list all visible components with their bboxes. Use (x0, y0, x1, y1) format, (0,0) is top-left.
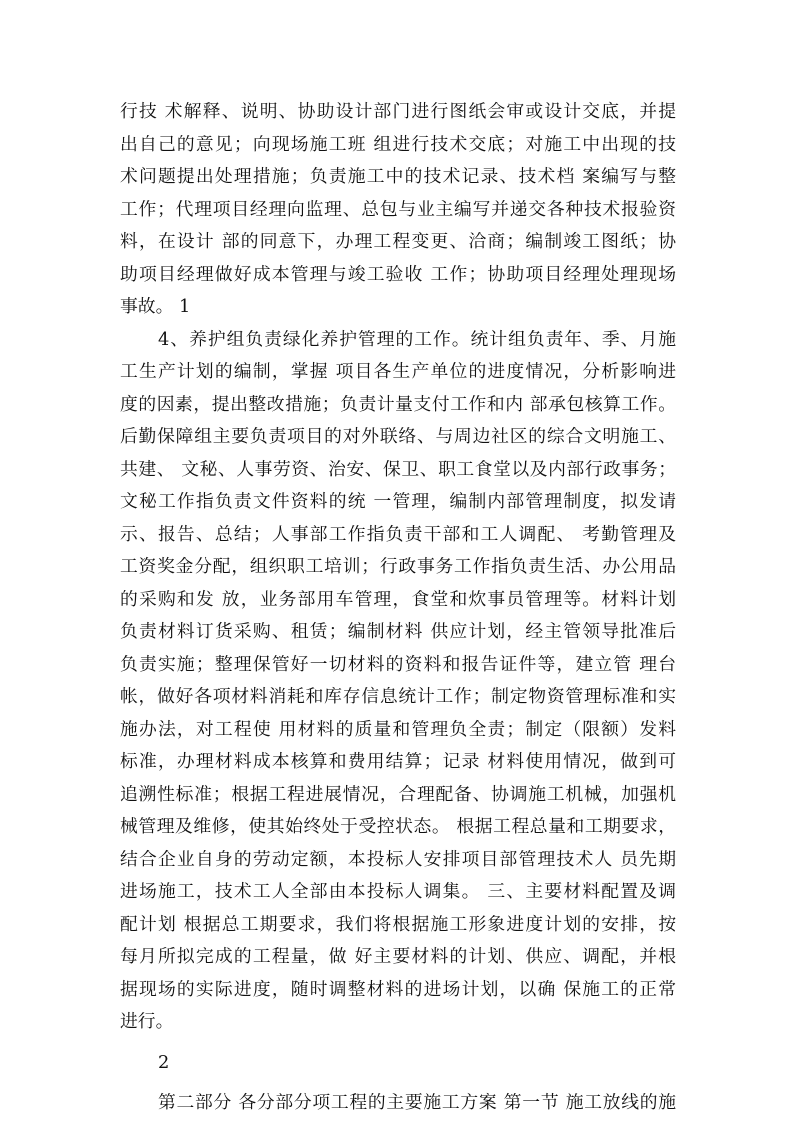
text-line: 施办法，对工程使 用材料的质量和管理负全责；制定（限额）发料 (120, 718, 676, 740)
section-heading-line: 第二部分 各分部分项工程的主要施工方案 第一节 施工放线的施 (158, 1092, 676, 1113)
text-line: 出自己的意见；向现场施工班 组进行技术交底；对施工中出现的技 (120, 133, 676, 155)
text-line: 后勤保障组主要负责项目的对外联络、与周边社区的综合文明施工、 (120, 426, 676, 447)
text-line: 负责材料订货采购、租赁；编制材料 供应计划，经主管领导批准后 (120, 621, 676, 642)
text-line: 据现场的实际进度，随时调整材料的进场计划，以确 保施工的正常 (120, 978, 676, 1000)
body-text (120, 96, 676, 1120)
text-line: 进场施工，技术工人全部由本投标人调集。 三、主要材料配置及调 (120, 881, 676, 902)
paragraph-start-line: 4、养护组负责绿化养护管理的工作。统计组负责年、季、月施 (158, 328, 676, 350)
text-line: 追溯性标准；根据工程进展情况，合理配备、协调施工机械，加强机 (120, 783, 676, 805)
text-line: 械管理及维修，使其始终处于受控状态。 根据工程总量和工期要求， (120, 816, 676, 837)
text-line: 术问题提出处理措施；负责施工中的技术记录、技术档 案编写与整 (120, 166, 676, 187)
text-line: 配计划 根据总工期要求，我们将根据施工形象进度计划的安排，按 (120, 913, 676, 935)
text-line: 标准，办理材料成本核算和费用结算；记录 材料使用情况，做到可 (120, 751, 676, 772)
text-line: 共建、 文秘、人事劳资、治安、保卫、职工食堂以及内部行政事务； (120, 458, 676, 480)
text-line: 事故。 1 (120, 296, 191, 317)
text-line: 度的因素，提出整改措施；负责计量支付工作和内 部承包核算工作。 (120, 393, 676, 415)
text-line: 工生产计划的编制，掌握 项目各生产单位的进度情况，分析影响进 (120, 361, 676, 382)
paragraph-gap (120, 1039, 676, 1047)
text-line: 助项目经理做好成本管理与竣工验收 工作；协助项目经理处理现场 (120, 263, 676, 285)
text-line: 负责实施；整理保管好一切材料的资料和报告证件等，建立管 理台 (120, 653, 676, 675)
paragraph-gap (120, 1079, 676, 1087)
text-line: 的采购和发 放，业务部用车管理，食堂和炊事员管理等。材料计划 (120, 588, 676, 610)
text-line: 工资奖金分配，组织职工培训；行政事务工作指负责生活、办公用品 (120, 556, 676, 577)
text-line: 工作；代理项目经理向监理、总包与业主编写并递交各种技术报验资 (120, 198, 676, 220)
text-line: 每月所拟完成的工程量，做 好主要材料的计划、供应、调配，并根 (120, 946, 676, 967)
text-line: 结合企业自身的劳动定额，本投标人安排项目部管理技术人 员先期 (120, 848, 676, 870)
text-line: 料，在设计 部的同意下，办理工程变更、洽商；编制竣工图纸；协 (120, 231, 676, 252)
text-line: 帐，做好各项材料消耗和库存信息统计工作；制定物资管理标准和实 (120, 686, 676, 707)
text-line: 进行。 (120, 1011, 174, 1032)
text-line: 示、报告、总结；人事部工作指负责干部和工人调配、 考勤管理及 (120, 523, 676, 545)
page-number: 2 (158, 1051, 170, 1073)
text-line: 行技 术解释、说明、协助设计部门进行图纸会审或设计交底，并提 (120, 101, 676, 122)
text-line: 文秘工作指负责文件资料的统 一管理，编制内部管理制度，拟发请 (120, 491, 676, 512)
